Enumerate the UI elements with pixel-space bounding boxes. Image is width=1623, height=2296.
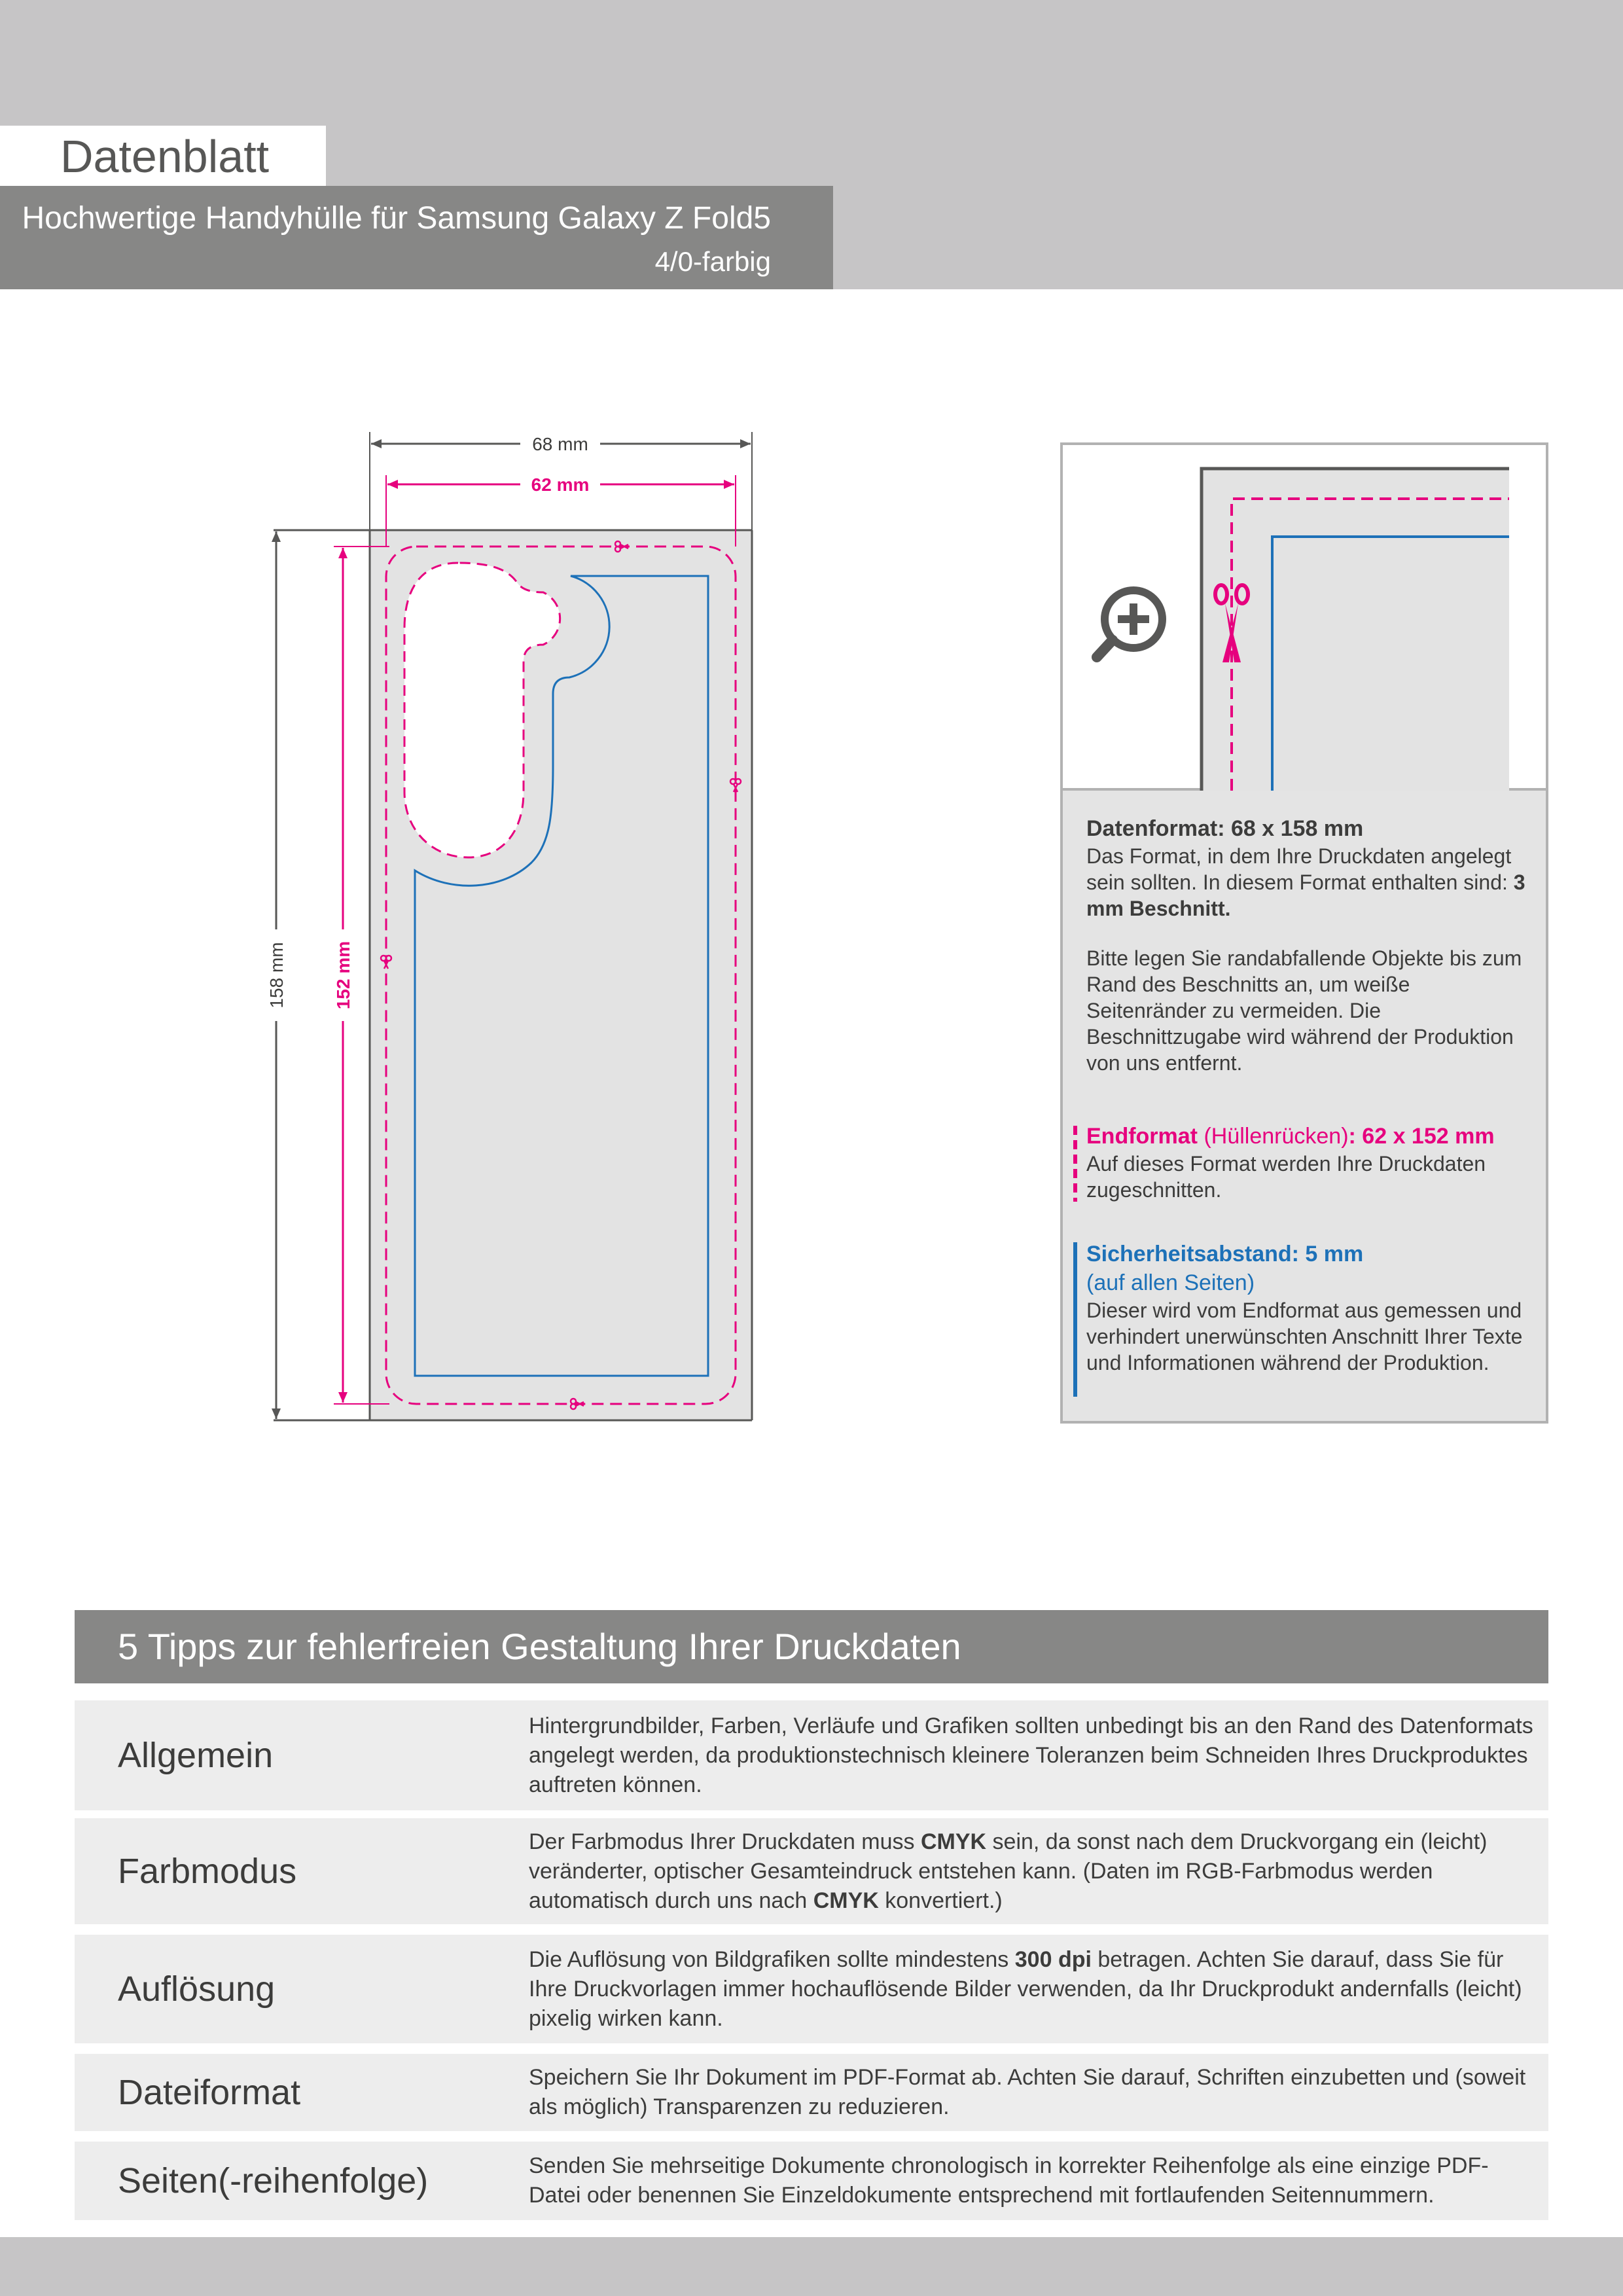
tips-title: 5 Tipps zur fehlerfreien Gestaltung Ihrer Druckdaten bbox=[118, 1626, 961, 1667]
tip-row-farbmodus bbox=[75, 1818, 1548, 1924]
endformat-text: Auf dieses Format werden Ihre Druckdaten zugeschnitten. bbox=[1086, 1152, 1486, 1202]
product-color-mode: 4/0-farbig bbox=[654, 246, 771, 277]
dim-height-outer: 158 mm bbox=[266, 942, 287, 1009]
zoom-detail bbox=[1063, 445, 1546, 791]
tip-name: Allgemein bbox=[118, 1736, 274, 1775]
safety-block bbox=[1086, 1240, 1531, 1376]
dim-width-inner: 62 mm bbox=[531, 475, 590, 495]
tip-text: Hintergrundbilder, Farben, Verläufe und Grafiken sollten unbedingt bis an den Rand des Datenformats angelegt werden, da produktionstechnisch kleinere Toleranzen beim Schneiden Ihres Druckproduktes auftreten können. bbox=[529, 1713, 1533, 1797]
endformat-block bbox=[1086, 1122, 1531, 1203]
tip-row-dateiformat bbox=[75, 2054, 1548, 2131]
safety-text: Dieser wird vom Endformat aus gemessen und verhindert unerwünschten Anschnitt Ihrer Texte und Informationen während der Produktion. bbox=[1086, 1299, 1523, 1374]
dim-width-outer: 68 mm bbox=[532, 434, 588, 454]
safety-zone-marker bbox=[1073, 1242, 1077, 1397]
tip-name: Seiten(-reihenfolge) bbox=[118, 2161, 429, 2200]
tip-name: Farbmodus bbox=[118, 1852, 297, 1891]
zoom-plus-icon bbox=[1097, 590, 1162, 657]
tip-row-seiten bbox=[75, 2142, 1548, 2220]
datenformat-text: Das Format, in dem Ihre Druckdaten angelegt sein sollten. In diesem Format enthalten sind: 3 mm Beschnitt. bbox=[1086, 844, 1525, 920]
datenformat-block bbox=[1086, 814, 1531, 922]
tip-text: Der Farbmodus Ihrer Druckdaten muss CMYK sein, da sonst nach dem Druckvorgang ein (leicht) veränderter, optischer Gesamteindruck entstehen kann. (Daten im RGB-Farbmodus werden automatisch durch uns nach CMYK konvertiert.) bbox=[529, 1829, 1488, 1913]
dim-height-inner: 152 mm bbox=[333, 941, 353, 1010]
info-panel bbox=[1060, 442, 1548, 1424]
tip-name: Dateiformat bbox=[118, 2073, 301, 2112]
safety-heading: Sicherheitsabstand: 5 mm bbox=[1086, 1242, 1364, 1266]
tips-header bbox=[75, 1610, 1548, 1683]
datenformat-note: Bitte legen Sie randabfallende Objekte bis zum Rand des Beschnitts an, um weiße Seitenränder zu vermeiden. Die Beschnittzugabe wird während der Produktion von uns entfernt. bbox=[1086, 946, 1522, 1075]
tip-name: Auflösung bbox=[118, 1969, 276, 2009]
end-format-marker bbox=[1073, 1126, 1077, 1202]
footer-band bbox=[0, 2237, 1623, 2296]
tip-text: Speichern Sie Ihr Dokument im PDF-Format ab. Achten Sie darauf, Schriften einzubetten und (soweit als möglich) Transparenzen zu reduzieren. bbox=[529, 2065, 1526, 2119]
endformat-heading: Endformat (Hüllenrücken): 62 x 152 mm bbox=[1086, 1124, 1495, 1149]
tip-text: Senden Sie mehrseitige Dokumente chronologisch in korrekter Reihenfolge als eine einzige PDF-Datei oder benennen Sie Einzeldokumente entsprechend mit fortlaufenden Seitennummern. bbox=[529, 2153, 1489, 2208]
tip-text: Die Auflösung von Bildgrafiken sollte mindestens 300 dpi betragen. Achten Sie darauf, dass Sie für Ihre Druckvorlagen immer hochauflösende Bilder verwenden, da Ihr Druckprodukt andernfalls (leicht) pixelig wirken kann. bbox=[529, 1946, 1522, 2031]
tip-row-allgemein bbox=[75, 1700, 1548, 1810]
document-label-text: Datenblatt bbox=[60, 131, 270, 182]
product-title: Hochwertige Handyhülle für Samsung Galaxy Z Fold5 bbox=[22, 201, 771, 236]
zoom-detail-graphic bbox=[1063, 445, 1546, 791]
datenformat-heading: Datenformat: 68 x 158 mm bbox=[1086, 816, 1364, 841]
tip-row-aufloesung bbox=[75, 1935, 1548, 2043]
safety-subheading: (auf allen Seiten) bbox=[1086, 1270, 1255, 1295]
